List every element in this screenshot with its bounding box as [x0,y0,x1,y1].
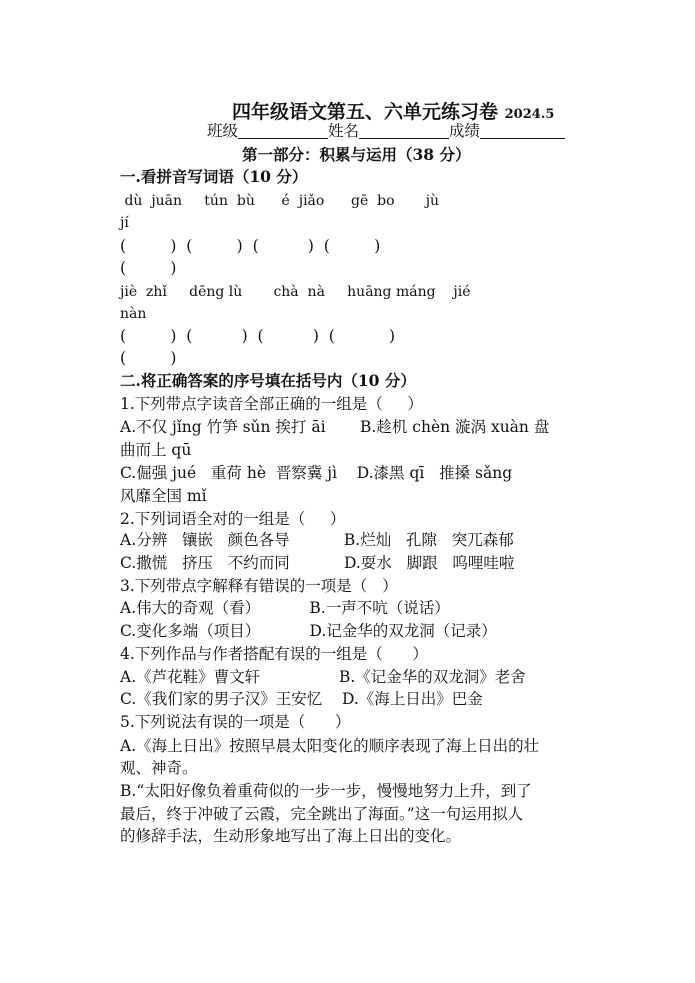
section1-heading: 一.看拼音写词语（10 分） [120,167,308,186]
question-line: 曲而上 qū [120,441,192,459]
question-line: 最后，终于冲破了云霞，完全跳出了海面。”这一句运用拟人 [120,805,524,823]
answer-blanks-row-1-wrap[interactable]: ( ) [120,259,177,277]
question-line: 3.下列带点字解释有错误的一项是（ ） [120,577,398,595]
class-blank[interactable] [238,123,328,139]
class-label: 班级 [207,122,239,140]
question-line: C.撒慌 挤压 不约而同 D.耍水 脚跟 呜哩哇啦 [120,554,515,572]
pinyin-row-2: jiè zhǐ dēng lù chà nà huāng máng jié [120,284,471,300]
part1-title: 第一部分：积累与运用（38 分） [242,145,471,164]
score-blank[interactable] [480,123,565,139]
pinyin-row-2-wrap: nàn [120,306,147,322]
question-line: 5.下列说法有误的一项是（ ） [120,713,351,731]
exam-date: 2024.5 [504,107,555,122]
page-title [232,97,554,124]
question-line: 2.下列词语全对的一组是（ ） [120,510,346,528]
question-line: 的修辞手法，生动形象地写出了海上日出的变化。 [120,827,462,845]
pinyin-row-1-wrap: jí [120,215,129,231]
answer-blanks-row-2-wrap[interactable]: ( ) [120,349,177,367]
answer-blanks-row-1[interactable]: ( ) ( ) ( ) ( ) [120,237,381,255]
question-line: 观、神奇。 [120,759,198,777]
pinyin-row-1: dù juān tún bù é jiǎo gē bo jù [120,193,440,209]
question-line: C.倔强 jué 重荷 hè 晋察冀 jì D.漆黑 qī 推搡 sǎng [120,464,513,482]
name-label: 姓名 [328,122,360,140]
question-line: A.伟大的奇观（看） B.一声不吭（说话） [120,599,450,617]
question-line: 1.下列带点字读音全部正确的一组是（ ） [120,395,423,413]
question-line: B.“太阳好像负着重荷似的一步一步，慢慢地努力上升，到了 [120,782,532,800]
section2-heading: 二.将正确答案的序号填在括号内（10 分） [120,371,416,390]
question-line: C.变化多端（项目） D.记金华的双龙洞（记录） [120,622,497,640]
question-line: A.不仅 jǐng 竹笋 sǔn 挨打 āi B.趁机 chèn 漩涡 xuàn 盘 [120,418,550,436]
question-line: A.《芦花鞋》曹文轩 B.《记金华的双龙洞》老舍 [120,668,526,686]
answer-blanks-row-2[interactable]: ( ) ( ) ( ) ( ) [120,327,396,345]
question-line: A.《海上日出》按照早晨太阳变化的顺序表现了海上日出的壮 [120,737,540,755]
score-label: 成绩 [449,122,481,140]
student-info-row [207,121,565,141]
exam-title: 四年级语文第五、六单元练习卷 [232,101,499,123]
name-blank[interactable] [359,123,449,139]
question-line: 4.下列作品与作者搭配有误的一组是（ ） [120,645,428,663]
question-line: 风靡全国 mǐ [120,487,207,505]
question-line: C.《我们家的男子汉》王安忆 D.《海上日出》巴金 [120,690,483,708]
question-line: A.分辨 镶嵌 颜色各导 B.烂灿 孔隙 突兀森郁 [120,531,514,549]
